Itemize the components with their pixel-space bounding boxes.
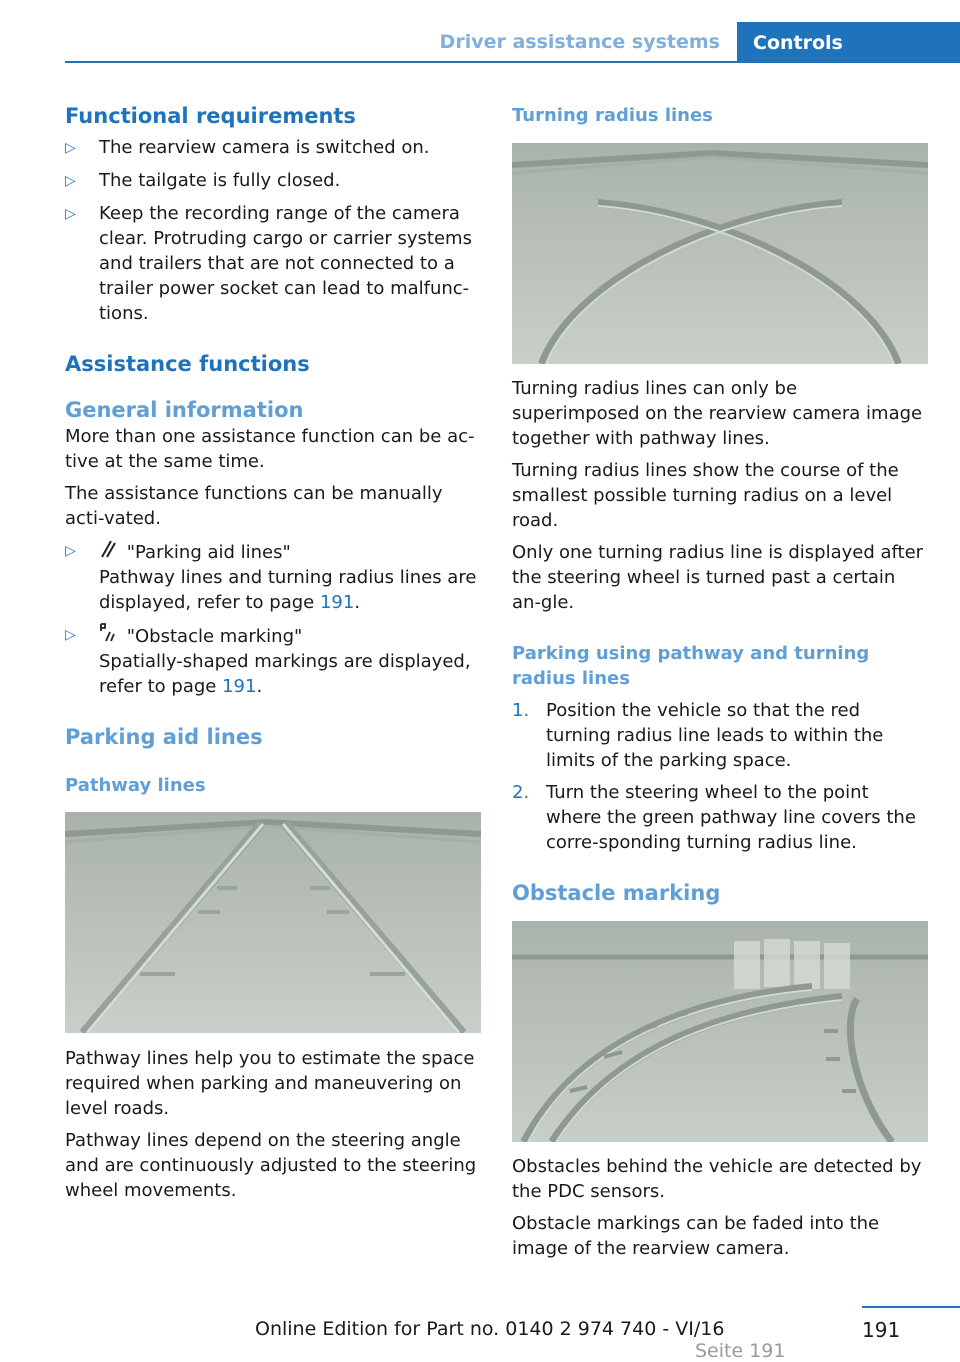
requirements-list [65, 135, 481, 326]
header-section-title: Driver assistance systems [439, 31, 720, 53]
pathway-lines-image [65, 812, 481, 1033]
right-column [512, 100, 928, 1261]
header-rule [65, 61, 960, 63]
triangle-bullet-icon: ▷ [65, 543, 76, 559]
functional-requirements-heading: Functional requirements [65, 104, 356, 128]
list-item: ▷ The tailgate is fully closed. [65, 168, 481, 194]
page-reference-link[interactable]: 191 [319, 592, 355, 613]
obstacle-marking-heading: Obstacle marking [512, 881, 721, 905]
list-item: ▷ "Parking aid lines" Pathway lines and turning radius lines are displayed, refer to page 191. [65, 538, 481, 615]
page-reference-link[interactable]: 191 [222, 676, 257, 697]
assistance-function-list [65, 538, 481, 699]
turning-radius-lines-para-1: Turning radius lines can only be superimposed on the rearview camera image together with pathway lines. [512, 378, 923, 449]
turning-radius-lines-para-2: Turning radius lines show the course of the smallest possible turning radius on a level road. [512, 460, 899, 531]
left-column [65, 100, 481, 1203]
pathway-lines-heading: Pathway lines [65, 775, 206, 796]
edition-line: Online Edition for Part no. 0140 2 974 740 - VI/16 [255, 1318, 725, 1340]
turning-radius-lines-para-3: Only one turning radius line is displayed after the steering wheel is turned past a certain an‐gle. [512, 542, 924, 613]
parking-steps-list [512, 698, 928, 855]
parking-using-lines-heading: Parking using pathway and turning radius lines [512, 643, 870, 689]
watermark: Seite 191 [695, 1340, 786, 1362]
turning-radius-lines-image [512, 143, 928, 364]
parking-aid-lines-heading: Parking aid lines [65, 725, 263, 749]
triangle-bullet-icon: ▷ [65, 140, 76, 156]
parking-aid-lines-icon[interactable] [99, 538, 121, 565]
header-chapter-tab[interactable]: Controls [737, 22, 960, 62]
general-information-heading: General information [65, 398, 304, 422]
obstacle-marking-para-1: Obstacles behind the vehicle are detected by the PDC sensors. [512, 1156, 922, 1202]
turning-radius-lines-heading: Turning radius lines [512, 105, 713, 126]
pathway-lines-para-2: Pathway lines depend on the steering angle and are continuously adjusted to the steering wheel movements. [65, 1130, 477, 1201]
general-information-para-2: The assistance functions can be manually acti‐vated. [65, 483, 443, 529]
list-item: 2. Turn the steering wheel to the point where the green pathway line covers the corre‐sponding turning radius line. [512, 782, 916, 853]
obstacle-marking-para-2: Obstacle markings can be faded into the image of the rearview camera. [512, 1213, 880, 1259]
footer-rule [862, 1306, 960, 1308]
page-number: 191 [862, 1318, 901, 1342]
list-item: ▷ "Obstacle marking" Spatially-shaped markings are displayed, refer to page 191. [65, 622, 481, 699]
obstacle-marking-image [512, 921, 928, 1142]
triangle-bullet-icon: ▷ [65, 627, 76, 643]
parking-aid-lines-label: "Parking aid lines" [126, 542, 291, 563]
obstacle-marking-label: "Obstacle marking" [126, 626, 303, 647]
list-item: ▷ Keep the recording range of the camera clear. Protruding cargo or carrier systems and trailers that are not connected to a trailer power socket can lead to malfunc‐tions. [65, 203, 472, 324]
list-item: ▷ The rearview camera is switched on. [65, 135, 481, 161]
triangle-bullet-icon: ▷ [65, 173, 76, 189]
list-item: 1. Position the vehicle so that the red turning radius line leads to within the limits of the parking space. [512, 700, 884, 771]
triangle-bullet-icon: ▷ [65, 206, 76, 222]
pathway-lines-para-1: Pathway lines help you to estimate the space required when parking and maneuvering on level roads. [65, 1048, 475, 1119]
obstacle-marking-icon[interactable] [99, 622, 121, 649]
general-information-para-1: More than one assistance function can be ac‐tive at the same time. [65, 426, 475, 472]
assistance-functions-heading: Assistance functions [65, 352, 310, 376]
